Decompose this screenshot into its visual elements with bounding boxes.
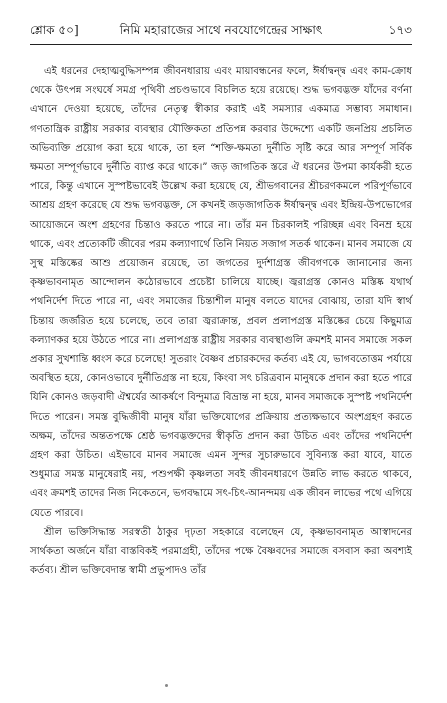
chapter-title: নিমি মহারাজের সাথে নবযোগেন্দ্রের সাক্ষাৎ <box>119 23 323 37</box>
paragraph: এই ধরনের দেহাত্মবুদ্ধিসম্পন্ন জীবনধারায় এবং মায়াবন্ধনের ফলে, ঈর্ষাদ্বন্দ্ব এবং কাম-ক্রোধ থেকে উৎপন্ন সংঘর্ষে সমগ্র পৃথিবী প্রচণ্ডভাবে বিচলিত হয়ে রয়েছে। শুদ্ধ ভগবদ্ভক্ত যাঁদের বর্ণনা এখানে দেওয়া হয়েছে, তাঁদের নেতৃত্ব স্বীকার করাই এই সমস্যার একমাত্র সম্ভাব্য সমাধান। গণতান্ত্রিক রাষ্ট্রীয় সরকার ব্যবস্থার যৌক্তিকতা প্রতিপন্ন করবার উদ্দেশ্যে একটি জনপ্রিয় প্রচলিত অভিব্যক্তি প্রয়োগ করা হয়ে থাকে, তা হল “শক্তি-ক্ষমতা দুর্নীতি সৃষ্টি করে আর সম্পূর্ণ সর্বিক ক্ষমতা সম্পূর্ণভাবে দুর্নীতি ব্যাপ্ত করে থাকে।” জড় জাগতিক স্তরে ঐ ধরনের উপমা কার্যকরী হতে পারে, কিন্তু এখানে সুস্পষ্টভাবেই উল্লেখ করা হয়েছে যে, শ্রীভগবানের শ্রীচরণকমলে পরিপূর্ণভাবে আশ্রয় গ্রহণ করেছে যে শুদ্ধ ভগবদ্ভক্ত, সে কখনই জড়জাগতিক ঈর্ষাদ্বন্দ্ব এবং ইন্দ্রিয়-উপভোগের আয়োজনে অংশ গ্রহণের চিন্তাও করতে পারে না। তাঁর মন চিরকালই পরিচ্ছন্ন এবং বিনম্র হয়ে থাকে, এবং প্রত্যেকটি জীবের পরম কল্যাণার্থে তিনি নিয়ত সজাগ সতর্ক থাকেন। মানব সমাজে যে সুস্থ মস্তিষ্কের আশু প্রয়োজন রয়েছে, তা জগতের দুর্দশাগ্রস্ত জীবগণকে জানানোর জন্য কৃষ্ণভাবনামৃত আন্দোলন কঠোরভাবে প্রচেষ্টা চালিয়ে যাচ্ছে। জ্বরাগ্রস্ত কোনও মস্তিষ্ক যথার্থ পথনির্দেশ দিতে পারে না, এবং সমাজের চিন্তাশীল মানুষ বলতে যাদের বোঝায়, তারা যদি স্বার্থ চিন্তায় জর্জরিত হয়ে চলেছে, তবে তারা জ্বরাক্রান্ত, প্রবল প্রলাপগ্রস্ত মস্তিষ্কের চেয়ে কিছুমাত্র কল্যাণকর হয়ে উঠতে পারে না। প্রলাপগ্রস্ত রাষ্ট্রীয় সরকার ব্যবস্থাগুলি ক্রমশই মানব সমাজে সকল প্রকার সুখশান্তি ধ্বংস করে চলেছে! সুতরাং বৈষ্ণব প্রচারকদের কর্তব্য এই যে, ভাগবতোত্তম পর্যায়ে অবস্থিত হয়ে, কোনওভাবে দুর্নীতিগ্রস্ত না হয়ে, কিংবা সৎ চরিত্রবান মানুষকে প্রদান করা হতে পারে যিনি কোনও জড়বাদী ঐশ্বর্যের আকর্ষণে বিন্দুমাত্র বিভ্রান্ত না হয়ে, মানব সমাজকে সুস্পষ্ট পথনির্দেশ দিতে পারেন। সমস্ত বুদ্ধিজীবী মানুষ যাঁরা ভক্তিযোগের প্রক্রিয়ায় প্রত্যক্ষভাবে অংশগ্রহণ করতে অক্ষম, তাঁদের অন্ততপক্ষে শ্রেষ্ঠ ভগবদ্ভক্তদের স্বীকৃতি প্রদান করা উচিত এবং তাঁদের পথনির্দেশ গ্রহণ করা উচিত। এইভাবে মানব সমাজে এমন সুন্দর সুচারুভাবে সুবিন্যস্ত করা যাবে, যাতে শুধুমাত্র সমস্ত মানুষেরাই নয়, পশুপক্ষী কৃষ্ণলতা সবই জীবনধারণে উন্নতি লাভ করতে থাকবে, এবং ক্রমশই তাদের নিজ নিকেতনে, ভগবদ্ধামে সৎ-চিৎ-আনন্দময় এক জীবন লাভের পথে এগিয়ে যেতে পারবে। <box>30 66 412 519</box>
page-speck <box>165 684 168 687</box>
header-rule <box>30 44 412 45</box>
page-number: ১৭৩ <box>388 23 412 37</box>
paragraph: শ্রীল ভক্তিসিদ্ধান্ত সরস্বতী ঠাকুর দৃঢ়তা সহকারে বলেছেন যে, কৃষ্ণভাবনামৃত আস্বাদনের সার্থকতা অর্জনে যাঁরা বাস্তবিকই পরমাগ্রহী, তাঁদের পক্ষে বৈষ্ণবদের সমাজে বসবাস করা অবশ্যই কর্তব্য। শ্রীল ভক্তিবেদান্ত স্বামী প্রভুপাদও তাঁর <box>30 526 412 577</box>
verse-reference: শ্লোক ৫০] <box>30 23 79 37</box>
body-text <box>30 62 412 580</box>
